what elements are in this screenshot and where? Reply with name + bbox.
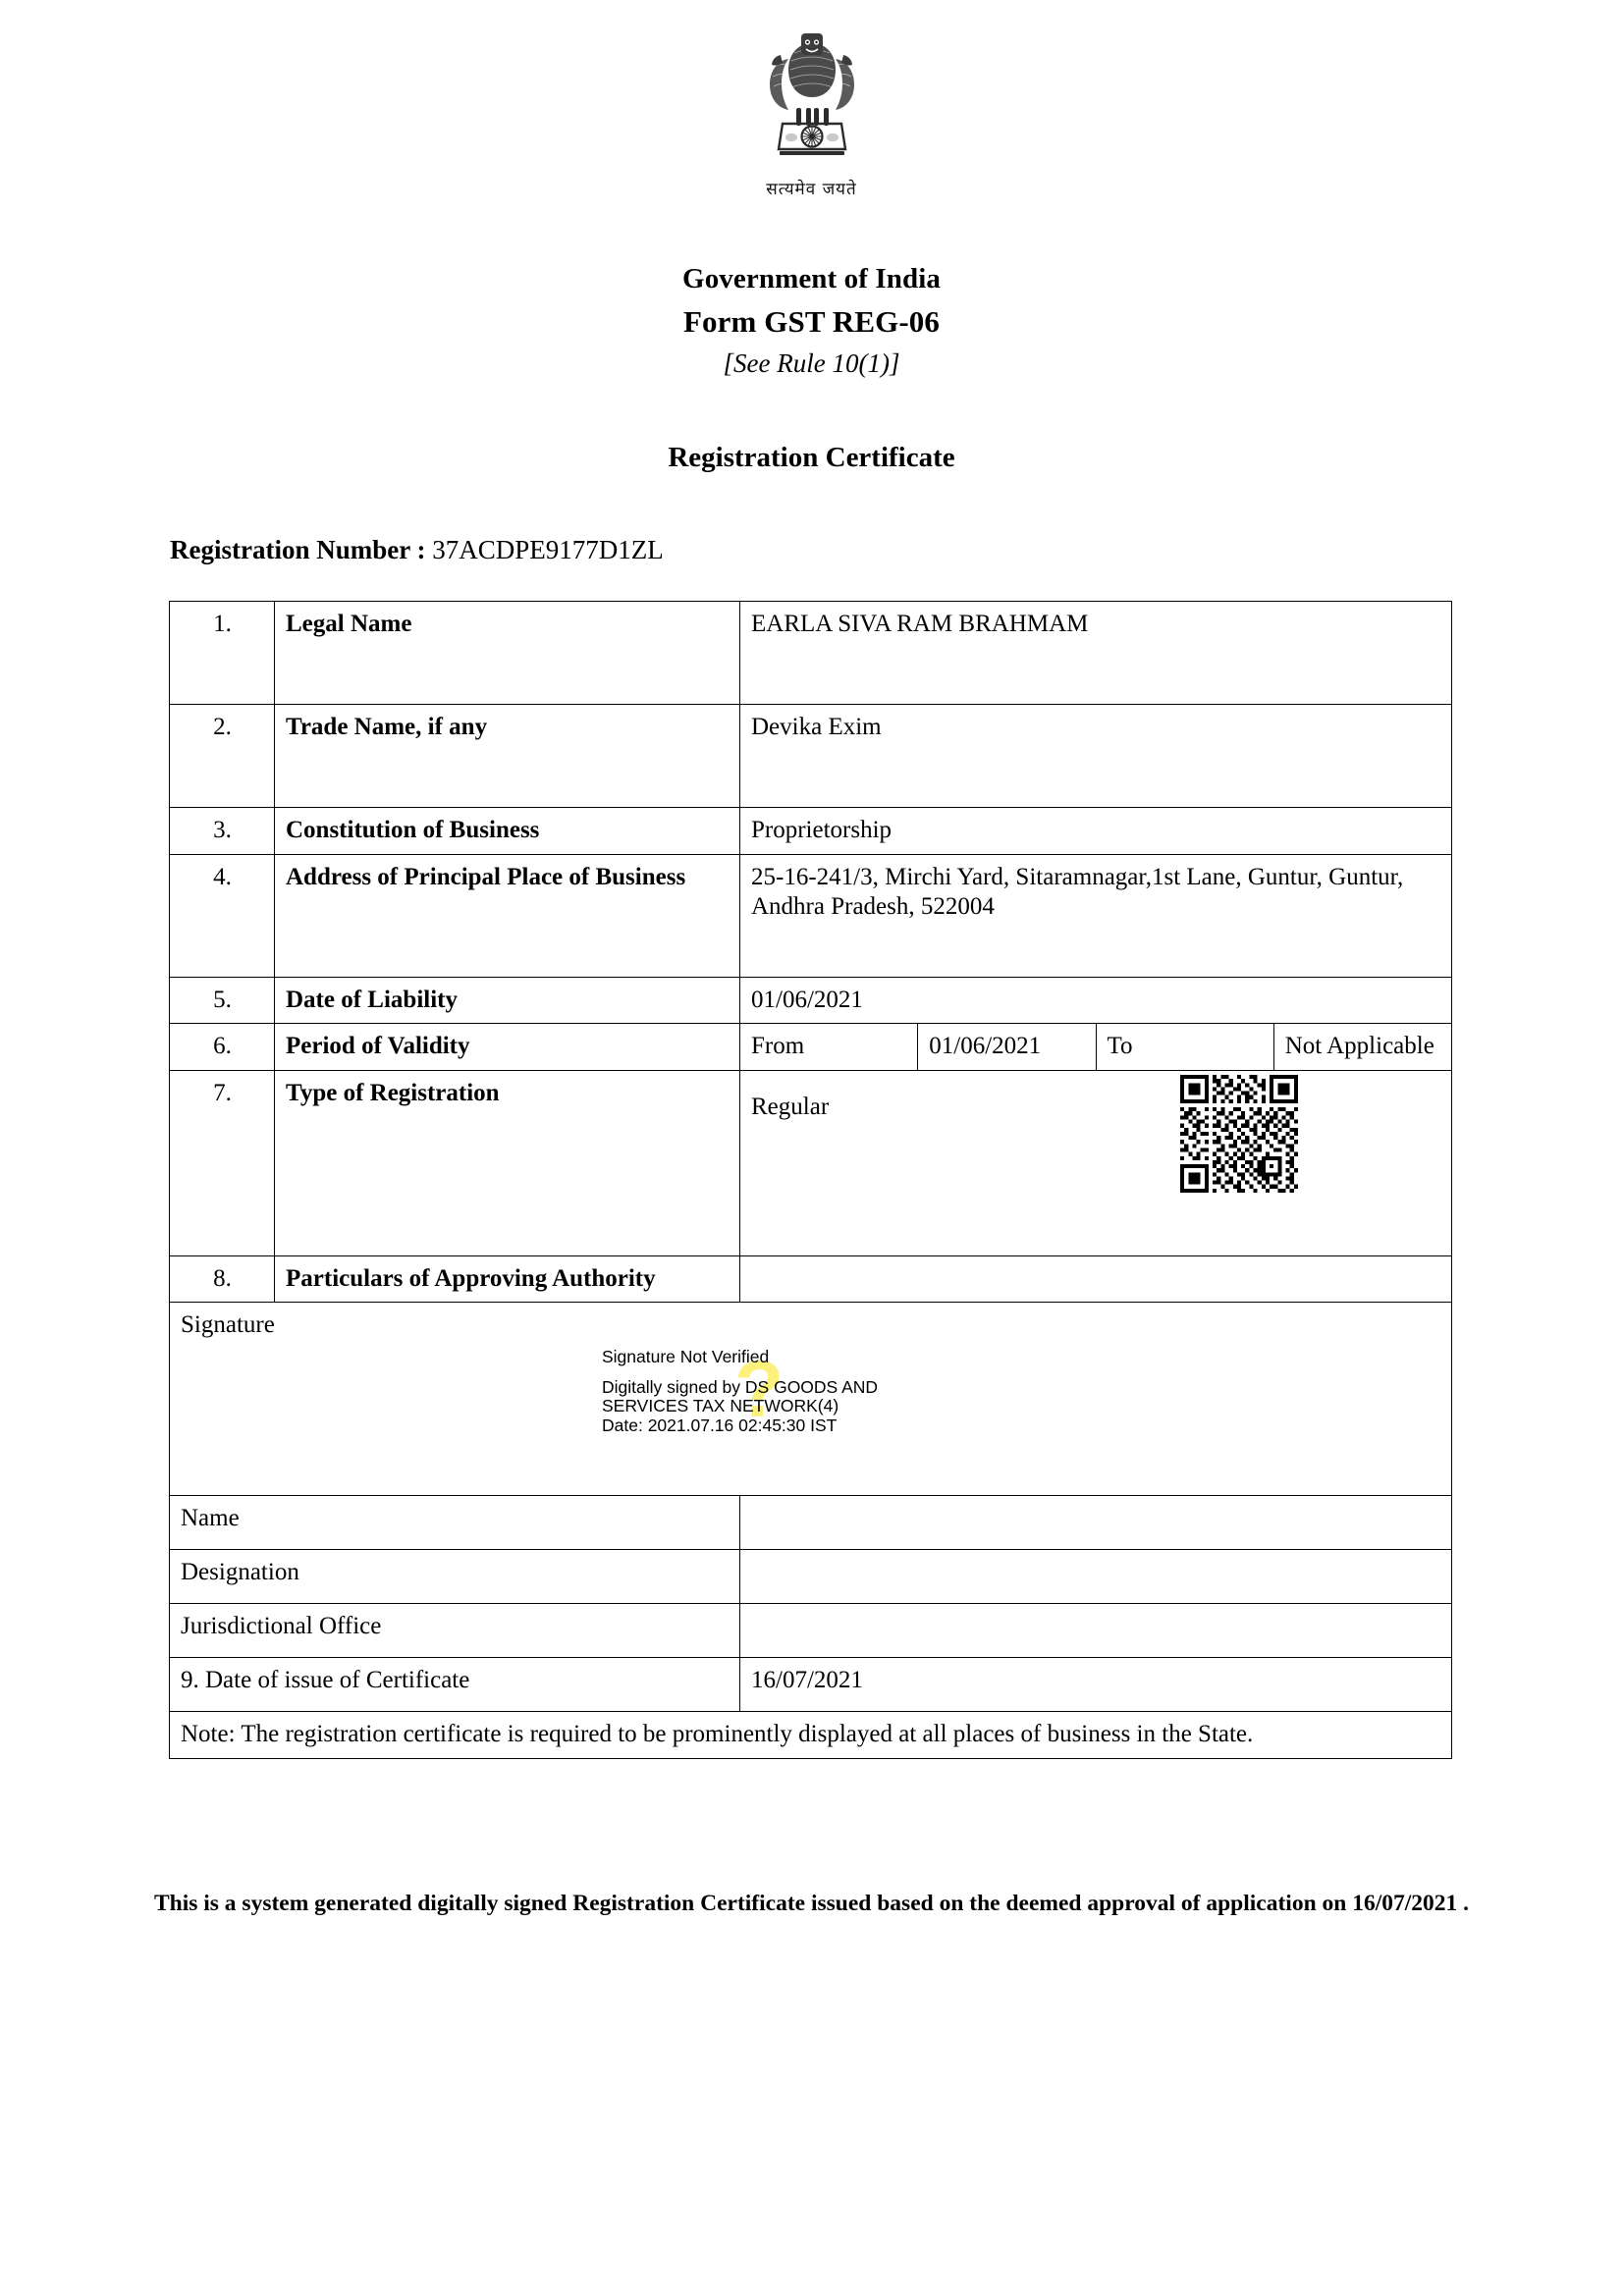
authority-field-label: Designation xyxy=(170,1550,740,1604)
row-value: Proprietorship xyxy=(740,808,1452,855)
row-label: Period of Validity xyxy=(275,1024,740,1071)
row-value: 01/06/2021 xyxy=(740,977,1452,1024)
row-serial: 1. xyxy=(170,602,275,705)
table-row-approving-authority xyxy=(170,1255,1452,1303)
rule-reference: [See Rule 10(1)] xyxy=(723,348,900,378)
row-serial: 3. xyxy=(170,808,275,855)
signature-cell xyxy=(170,1303,1452,1496)
date-of-issue-row xyxy=(170,1658,1452,1712)
government-heading: Government of India xyxy=(682,263,941,294)
table-row xyxy=(170,854,1452,977)
row-value-cell xyxy=(740,1070,1452,1255)
table-row xyxy=(170,705,1452,808)
validity-from-value: 01/06/2021 xyxy=(918,1024,1096,1071)
row-value xyxy=(740,1255,1452,1303)
row-serial: 4. xyxy=(170,854,275,977)
validity-to-label: To xyxy=(1096,1024,1273,1071)
row-label: Type of Registration xyxy=(275,1070,740,1255)
signature-row xyxy=(170,1303,1452,1496)
registration-number-line xyxy=(170,535,664,565)
india-national-emblem-icon xyxy=(759,26,865,176)
row-serial: 6. xyxy=(170,1024,275,1071)
authority-field-row xyxy=(170,1496,1452,1550)
signature-not-verified-text: Signature Not Verified xyxy=(602,1347,770,1366)
row-serial: 7. xyxy=(170,1070,275,1255)
date-of-issue-label: 9. Date of issue of Certificate xyxy=(170,1658,740,1712)
table-row-type-of-registration xyxy=(170,1070,1452,1255)
signature-unverified-watermark-icon: ? xyxy=(734,1345,784,1434)
row-label: Date of Liability xyxy=(275,977,740,1024)
table-row xyxy=(170,808,1452,855)
authority-field-value xyxy=(740,1550,1452,1604)
row-serial: 5. xyxy=(170,977,275,1024)
emblem-motto: सत्यमेव जयते xyxy=(766,180,857,199)
table-row xyxy=(170,977,1452,1024)
page-title: Registration Certificate xyxy=(668,442,955,473)
qr-code-icon xyxy=(1180,1075,1298,1201)
authority-field-value xyxy=(740,1604,1452,1658)
note-row xyxy=(170,1712,1452,1759)
row-value: 25-16-241/3, Mirchi Yard, Sitaramnagar,1st Lane, Guntur, Guntur, Andhra Pradesh, 522004 xyxy=(740,854,1452,977)
footer-note: This is a system generated digitally signed Registration Certificate issued based on the deemed approval of application on 16/07/2021 . xyxy=(153,1891,1470,1916)
row-label: Address of Principal Place of Business xyxy=(275,854,740,977)
national-emblem-block xyxy=(0,26,1623,199)
row-value: Devika Exim xyxy=(740,705,1452,808)
validity-from-label: From xyxy=(740,1024,918,1071)
digital-signature-block xyxy=(602,1345,879,1435)
authority-field-row xyxy=(170,1604,1452,1658)
signature-signed-by-line-2: SERVICES TAX NETWORK(4) xyxy=(602,1396,839,1416)
row-label: Legal Name xyxy=(275,602,740,705)
row-label: Particulars of Approving Authority xyxy=(275,1255,740,1303)
signature-date-line: Date: 2021.07.16 02:45:30 IST xyxy=(602,1415,838,1435)
date-of-issue-value: 16/07/2021 xyxy=(740,1658,1452,1712)
registration-number-value: 37ACDPE9177D1ZL xyxy=(432,535,664,564)
row-label: Constitution of Business xyxy=(275,808,740,855)
validity-to-value: Not Applicable xyxy=(1273,1024,1451,1071)
row-serial: 2. xyxy=(170,705,275,808)
authority-field-row xyxy=(170,1550,1452,1604)
table-row xyxy=(170,602,1452,705)
signature-signed-by-line-1: Digitally signed by DS GOODS AND xyxy=(602,1376,879,1397)
registration-number-label: Registration Number : xyxy=(170,535,426,564)
type-of-registration-value: Regular xyxy=(751,1093,830,1120)
note-text: Note: The registration certificate is required to be prominently displayed at all places of business in the State. xyxy=(170,1712,1452,1759)
signature-label: Signature xyxy=(181,1311,275,1338)
row-serial: 8. xyxy=(170,1255,275,1303)
certificate-table xyxy=(169,601,1452,1759)
authority-field-label: Name xyxy=(170,1496,740,1550)
row-value: EARLA SIVA RAM BRAHMAM xyxy=(740,602,1452,705)
authority-field-label: Jurisdictional Office xyxy=(170,1604,740,1658)
row-label: Trade Name, if any xyxy=(275,705,740,808)
table-row-period-of-validity xyxy=(170,1024,1452,1071)
authority-field-value xyxy=(740,1496,1452,1550)
form-heading: Form GST REG-06 xyxy=(683,304,940,339)
